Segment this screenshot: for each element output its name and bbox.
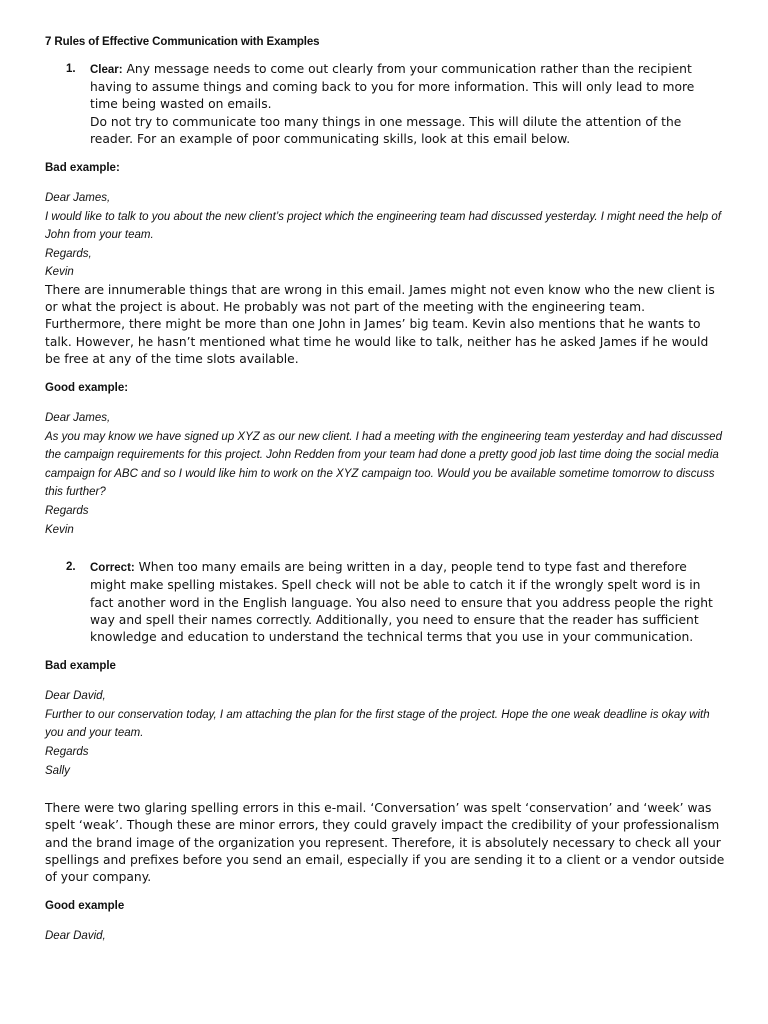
good-example-email: [45, 927, 725, 946]
email-signature: Sally: [45, 764, 70, 777]
rule-paragraph-2: Do not try to communicate too many things in one message. This will dilute the attention of the reader. For an example of poor communicating skills, look at this email below.: [90, 114, 682, 146]
rule-term: Correct:: [90, 562, 135, 575]
document-page: [45, 34, 725, 946]
bad-example-label: Bad example: [45, 660, 116, 673]
email-salutation: Dear David,: [45, 930, 106, 943]
bad-example-analysis: There are innumerable things that are wrong in this email. James might not even know who the new client is or what the project is about. He probably was not part of the meeting with the engineering team. Furthermore, there might be more than one John in James’ big team. Kevin also mentions that he wants to talk. However, he hasn’t mentioned what time he would like to talk, neither has he asked James if he would be free at any of the time slots available.: [45, 282, 715, 366]
rule-text: Any message needs to come out clearly from your communication rather than the recipient having to assume things and coming back to you for more information. This will only lead to more time being wasted on emails.: [90, 62, 695, 112]
bad-example-analysis: There were two glaring spelling errors in this e-mail. ‘Conversation’ was spelt ‘conservation’ and ‘week’ was spelt ‘weak’. Though these are minor errors, they could gravely impact the credibility of your professionalism and the brand image of the organization you represent. Therefore, it is absolutely necessary to check all your spellings and prefixes before you send an email, especially if you are sending it to a client or a vendor outside of your company.: [45, 801, 725, 884]
email-body: I would like to talk to you about the new client’s project which the engineering team had discussed yesterday. I might need the help of John from your team.: [45, 210, 721, 242]
rule-number: 2.: [66, 561, 76, 574]
good-example-label: Good example:: [45, 382, 129, 394]
email-body: As you may know we have signed up XYZ as our new client. I had a meeting with the engineering team yesterday and had discussed the campaign requirements for this project. John Redden from your team had done a pretty good job last time doing the social media campaign for ABC and so I would like him to work on the XYZ campaign too. Would you be available sometime tomorrow to discuss this further?: [45, 430, 722, 499]
good-example-label: Good example: [45, 900, 125, 913]
rule-body: [90, 61, 725, 148]
email-closing: Regards,: [45, 247, 92, 260]
rule-paragraph: [90, 559, 725, 646]
email-closing: Regards: [45, 745, 89, 758]
email-salutation: Dear James,: [45, 412, 111, 424]
rule-item-correct: [45, 559, 725, 646]
bad-example-email: [45, 189, 725, 282]
email-signature: Kevin: [45, 523, 74, 536]
email-body: Further to our conservation today, I am attaching the plan for the first stage of the project. Hope the one weak deadline is okay with you and your team.: [45, 708, 710, 740]
good-example-email: [45, 409, 725, 539]
bad-example-email: [45, 687, 725, 780]
email-salutation: Dear David,: [45, 690, 106, 703]
document-title: 7 Rules of Effective Communication with Examples: [45, 36, 320, 48]
rule-text: When too many emails are being written in a day, people tend to type fast and therefore might make spelling mistakes. Spell check will not be able to catch it if the wrongly spelt word is in fact another word in the English language. You also need to ensure that you address people the right way and spell their names correctly. Additionally, you need to ensure that the reader has sufficient knowledge and education to understand the technical terms that you use in your communication.: [90, 560, 713, 644]
email-salutation: Dear James,: [45, 192, 111, 205]
email-closing: Regards: [45, 504, 89, 517]
email-signature: Kevin: [45, 266, 74, 279]
rule-body: [90, 559, 725, 646]
rule-item-clear: [45, 61, 725, 148]
rule-number: 1.: [66, 63, 76, 75]
bad-example-label: Bad example:: [45, 162, 120, 175]
rule-term: Clear:: [90, 64, 123, 76]
rule-paragraph: [90, 61, 725, 114]
